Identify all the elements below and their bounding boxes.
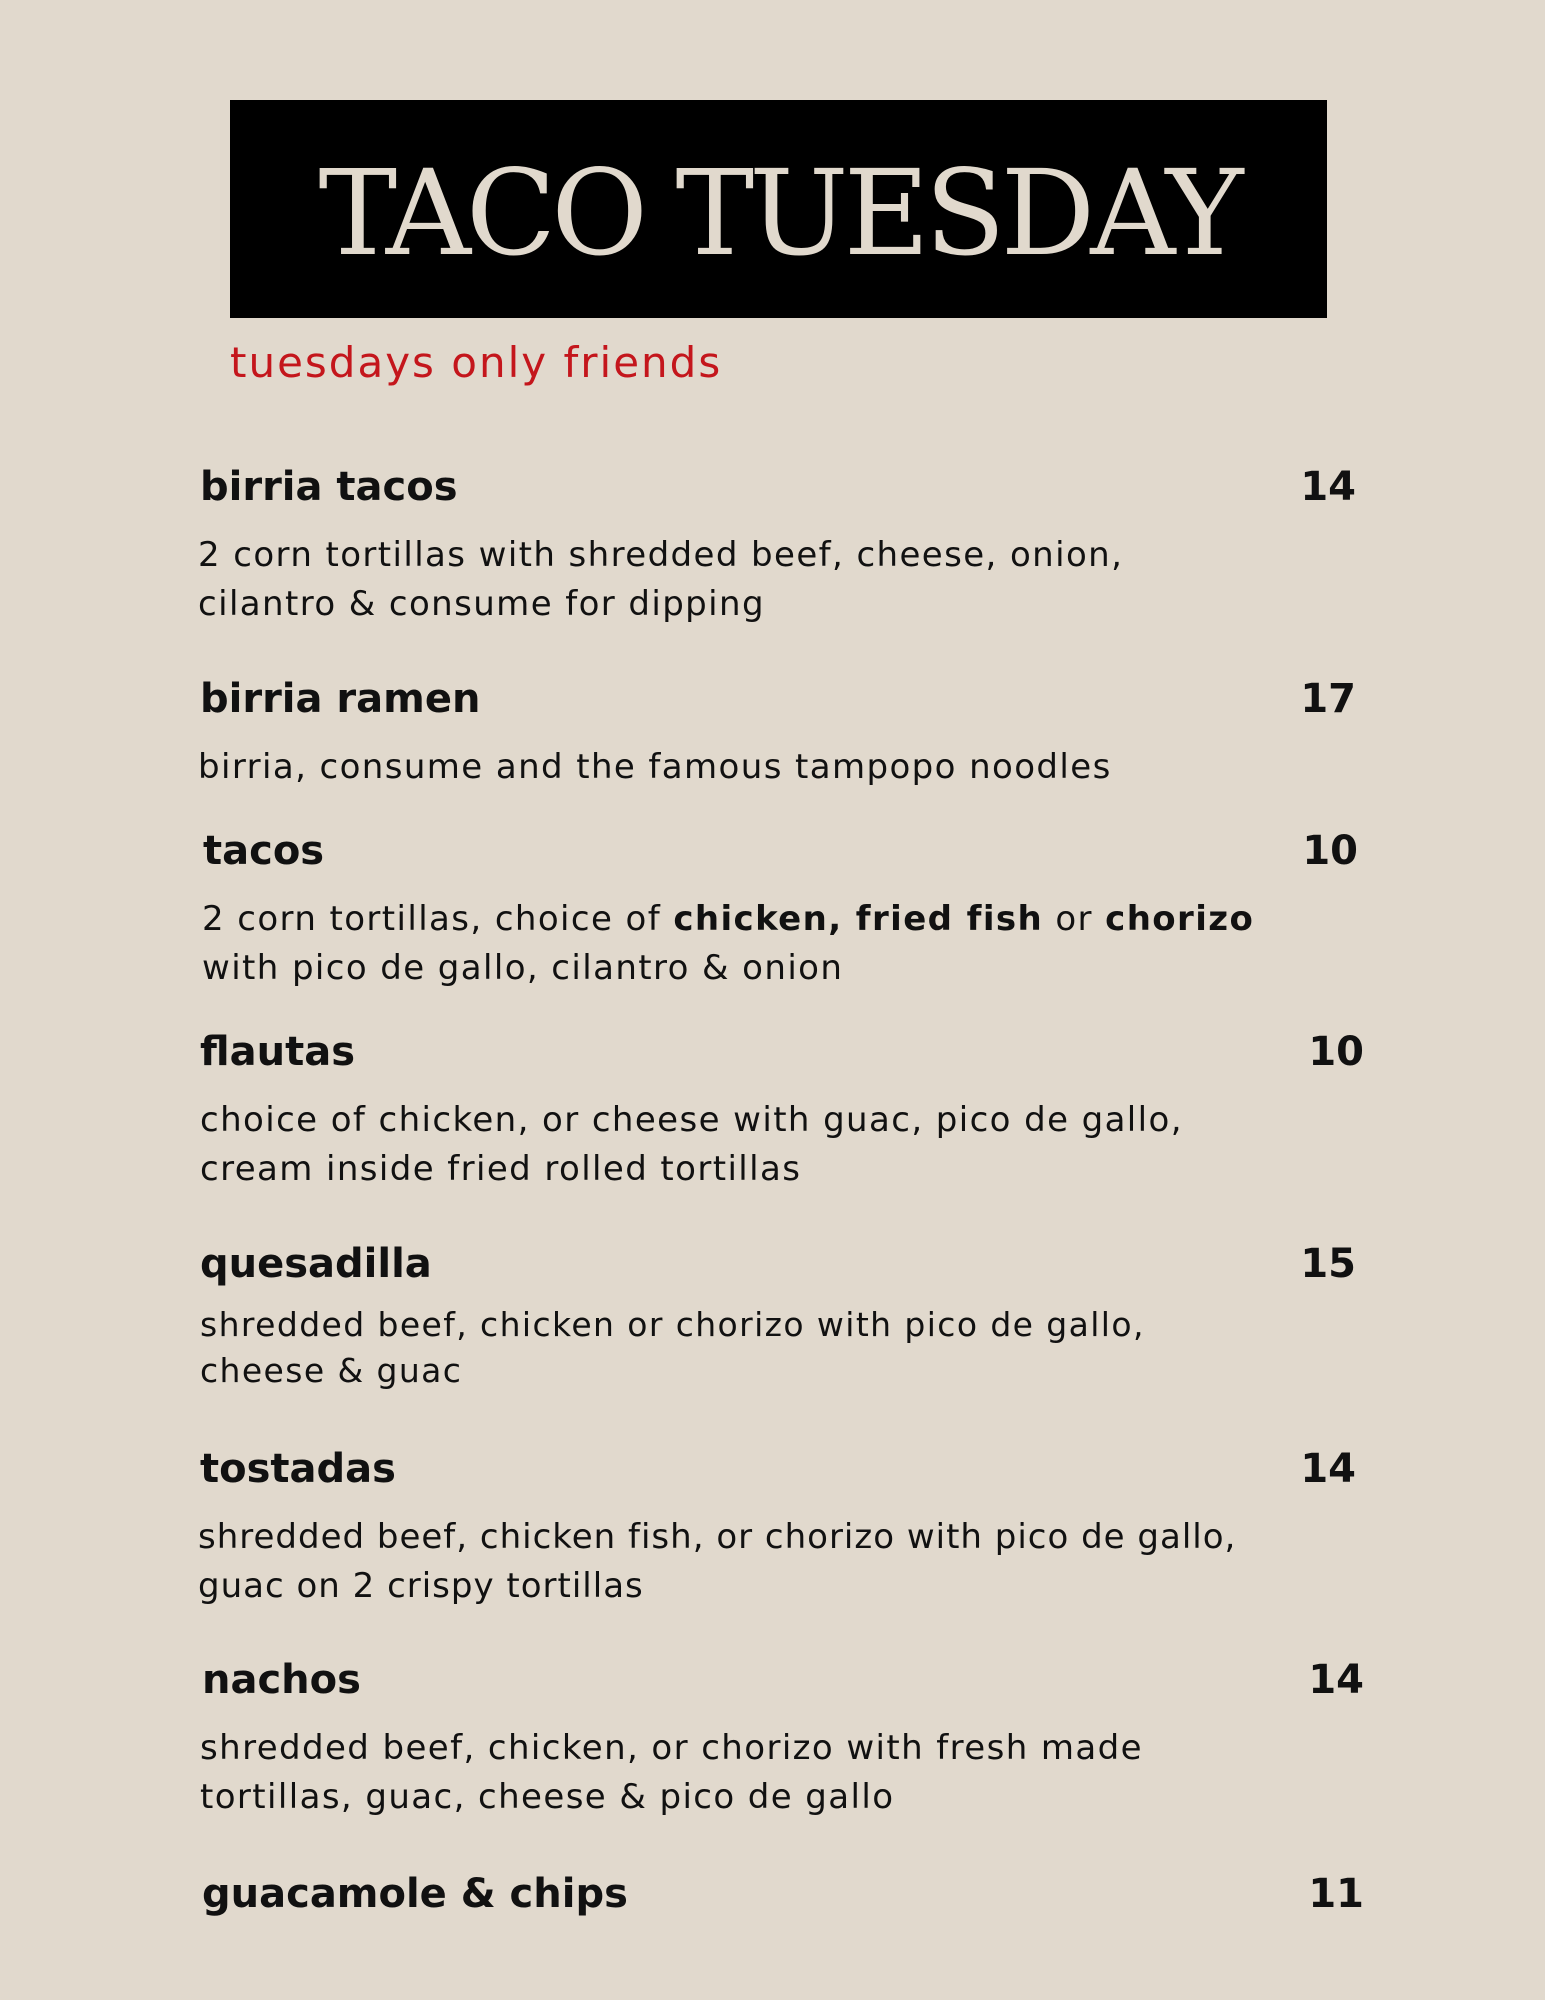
item-price: 17 (1300, 676, 1356, 722)
item-description (198, 1513, 1358, 1611)
item-name: tostadas (200, 1446, 396, 1492)
description-line: cilantro & consume for dipping (198, 584, 765, 624)
description-line: tortillas, guac, cheese & pico de gallo (200, 1777, 895, 1817)
item-price: 14 (1300, 464, 1356, 510)
description-line: cheese & guac (200, 1351, 463, 1390)
description-text: 2 corn tortillas, choice of (202, 899, 674, 939)
item-name: birria tacos (200, 464, 458, 510)
description-line: guac on 2 crispy tortillas (198, 1566, 644, 1606)
description-line: shredded beef, chicken or chorizo with pico de gallo, (200, 1305, 1145, 1344)
description-line: shredded beef, chicken fish, or chorizo with pico de gallo, (198, 1517, 1237, 1557)
item-description (202, 895, 1342, 993)
item-price: 10 (1308, 1029, 1364, 1075)
item-description (198, 531, 1338, 629)
item-name: guacamole & chips (202, 1871, 628, 1917)
item-name: flautas (200, 1029, 356, 1075)
item-price: 10 (1302, 828, 1358, 874)
description-line: shredded beef, chicken, or chorizo with fresh made (200, 1728, 1143, 1768)
item-name: tacos (203, 828, 325, 874)
title-banner (230, 100, 1327, 318)
description-line: with pico de gallo, cilantro & onion (202, 948, 844, 988)
description-text: or (1043, 899, 1106, 939)
item-name: quesadilla (200, 1241, 432, 1287)
menu-title: TACO TUESDAY (318, 144, 1239, 282)
item-description (200, 1724, 1340, 1822)
highlight-chorizo: chorizo (1105, 899, 1255, 939)
item-description (198, 743, 1338, 792)
item-name: nachos (202, 1657, 361, 1703)
description-line: choice of chicken, or cheese with guac, pico de gallo, (200, 1100, 1183, 1140)
item-price: 14 (1308, 1657, 1364, 1703)
item-price: 11 (1308, 1871, 1364, 1917)
description-line (202, 895, 1342, 944)
description-line: cream inside fried rolled tortillas (200, 1149, 802, 1189)
item-price: 14 (1300, 1446, 1356, 1492)
item-name: birria ramen (200, 676, 481, 722)
description-line: birria, consume and the famous tampopo noodles (198, 747, 1112, 787)
item-description (200, 1302, 1340, 1394)
tagline: tuesdays only friends (230, 338, 723, 387)
item-price: 15 (1300, 1241, 1356, 1287)
description-line: 2 corn tortillas with shredded beef, cheese, onion, (198, 535, 1124, 575)
item-description (200, 1096, 1340, 1194)
highlight-proteins: chicken, fried fish (673, 899, 1044, 939)
